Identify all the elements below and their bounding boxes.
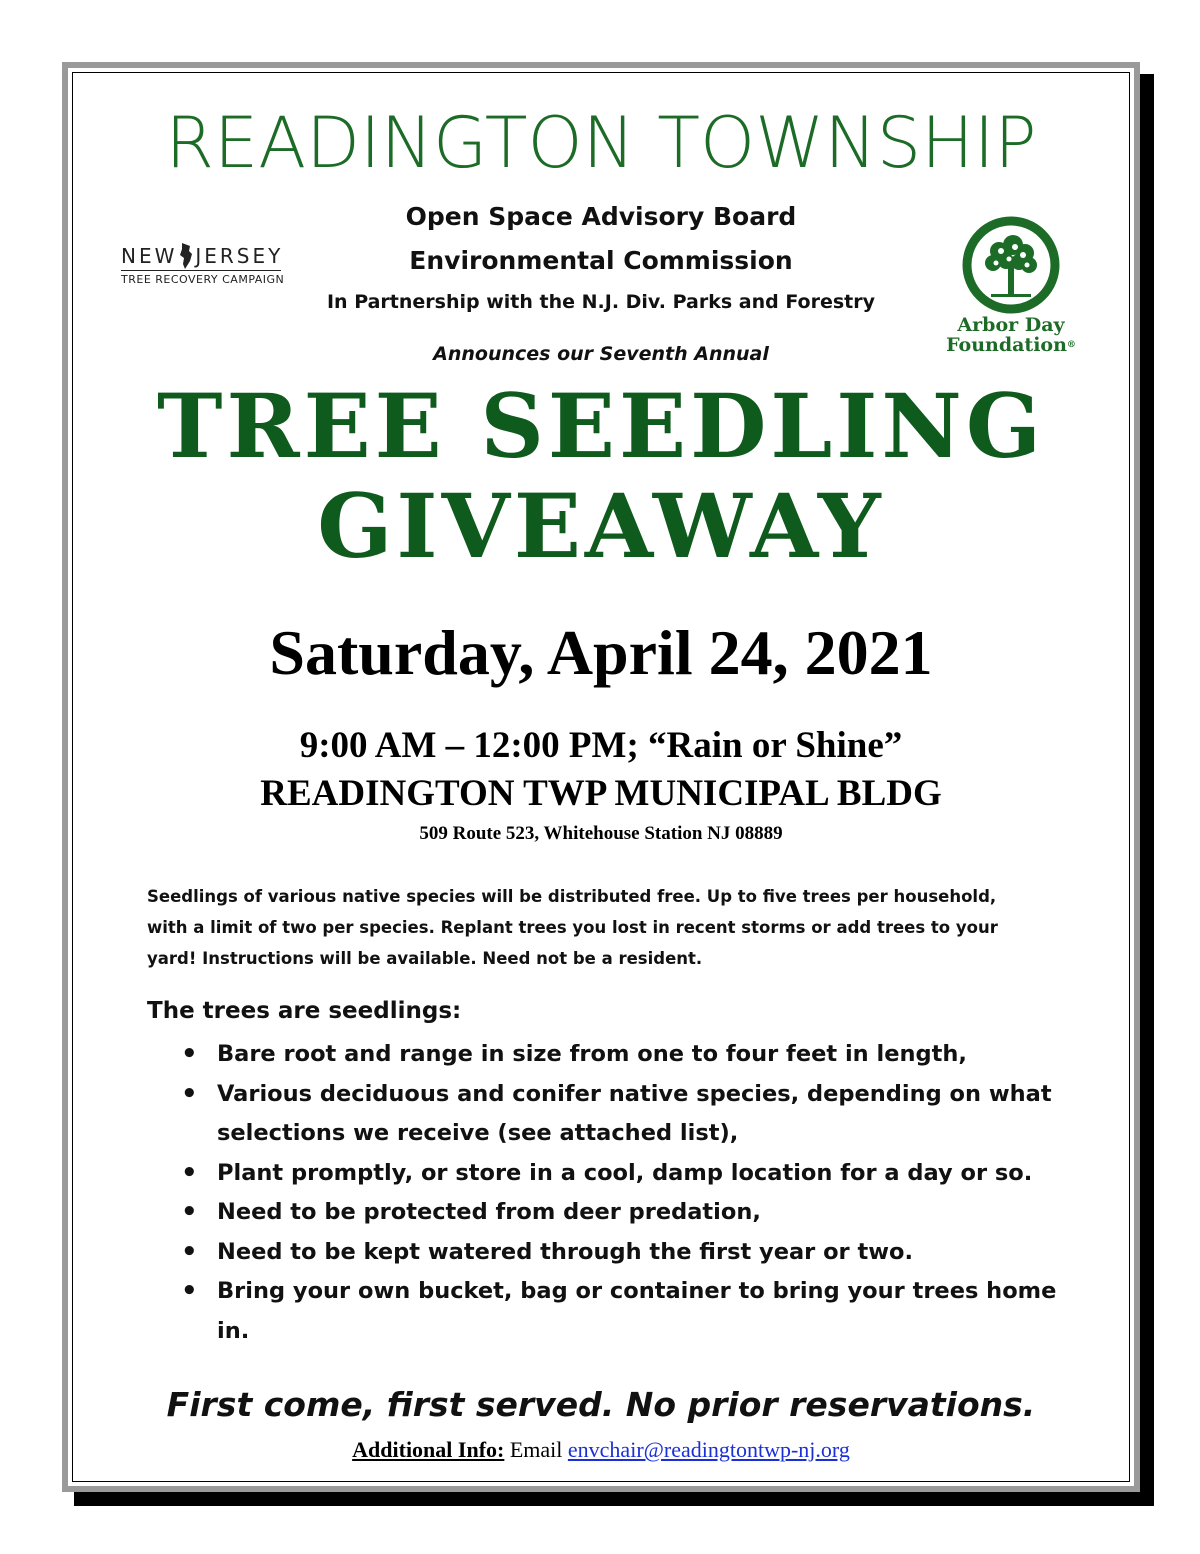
headline-line-1: TREE SEEDLING (156, 374, 1046, 478)
flyer-content (72, 72, 1130, 1482)
list-item: • Need to be protected from deer predation, (177, 1193, 1057, 1233)
tagline: First come, first served. No prior reservations. (166, 1385, 1036, 1424)
event-time: 9:00 AM – 12:00 PM; “Rain or Shine” (299, 725, 903, 766)
description-line-1: Seedlings of various native species will be distributed free. Up to five trees per household, (147, 887, 997, 906)
event-venue: READINGTON TWP MUNICIPAL BLDG (260, 773, 942, 814)
seedlings-heading: The trees are seedlings: (147, 998, 462, 1024)
list-item: • Bring your own bucket, bag or container to bring your trees home in. (177, 1272, 1057, 1351)
list-item: • Plant promptly, or store in a cool, damp location for a day or so. (177, 1154, 1057, 1194)
partnership-line: In Partnership with the N.J. Div. Parks and Forestry (326, 291, 875, 313)
event-address: 509 Route 523, Whitehouse Station NJ 08889 (419, 823, 783, 844)
org-line-2: Environmental Commission (409, 246, 793, 275)
description-line-2: with a limit of two per species. Replant trees you lost in recent storms or add trees to your (147, 918, 998, 937)
list-item: • Need to be kept watered through the first year or two. (177, 1233, 1057, 1273)
nj-logo-subtitle: TREE RECOVERY CAMPAIGN (121, 273, 285, 286)
arbor-day-logo (941, 215, 1081, 355)
org-line-1: Open Space Advisory Board (405, 202, 797, 231)
arbor-registered-mark: ® (1066, 340, 1076, 350)
additional-info (73, 1437, 1129, 1463)
list-item: • Various deciduous and conifer native species, depending on what selections we receive (see attached list), (177, 1075, 1057, 1154)
seedlings-list (177, 1035, 1057, 1351)
additional-info-label: Additional Info: (352, 1437, 505, 1462)
description-line-3: yard! Instructions will be available. Need not be a resident. (147, 949, 703, 968)
flyer-frame (62, 62, 1140, 1492)
arbor-day-foundation-text: Foundation (946, 334, 1067, 356)
arbor-day-line1: Arbor Day (957, 314, 1065, 336)
event-date: Saturday, April 24, 2021 (269, 617, 933, 688)
headline-line-2: GIVEAWAY (317, 474, 885, 578)
nj-logo-word-new: NEW (121, 244, 178, 268)
additional-info-text: Email (509, 1437, 563, 1462)
description (147, 881, 1107, 974)
nj-logo-word-jersey: JERSEY (195, 244, 284, 268)
announcement-line: Announces our Seventh Annual (433, 343, 769, 365)
township-title: READINGTON TOWNSHIP (165, 102, 1037, 184)
list-item: • Bare root and range in size from one to four feet in length, (177, 1035, 1057, 1075)
contact-email-link[interactable]: envchair@readingtontwp-nj.org (567, 1437, 850, 1462)
